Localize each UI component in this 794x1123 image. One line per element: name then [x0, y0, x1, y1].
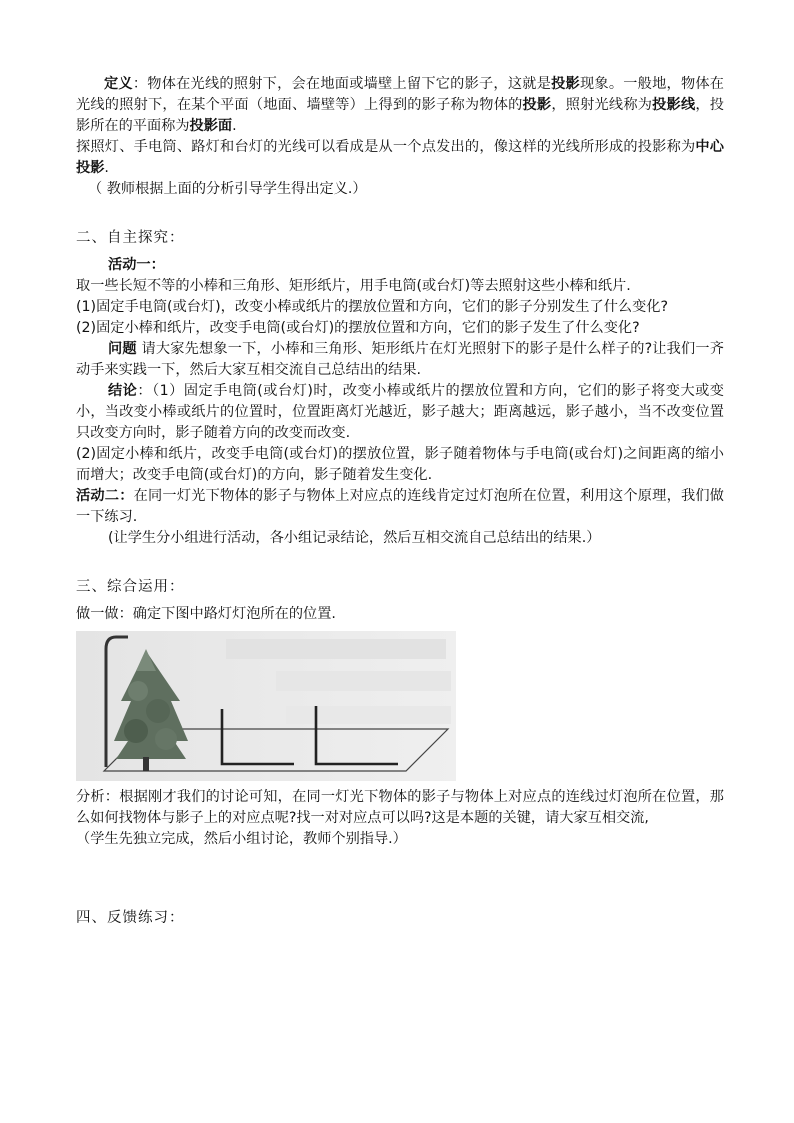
section-heading-4: 四、反馈练习：	[76, 910, 185, 926]
section-heading-3: 三、综合运用：	[76, 579, 185, 595]
question-paragraph: 问题 请大家先想象一下，小棒和三角形、矩形纸片在灯光照射下的影子是什么样子的?让我们一齐动手来实践一下，然后大家互相交流自己总结出的结果.	[76, 341, 724, 378]
activity1-label: 活动一：	[108, 257, 165, 273]
conclusion-2: (2)固定小棒和纸片，改变手电筒(或台灯)的摆放位置，影子随着物体与手电筒(或台灯)之间距离的缩小而增大；改变手电筒(或台灯)的方向，影子随着发生变化.	[76, 446, 724, 483]
activity2-paragraph: 活动二：在同一灯光下物体的影子与物体上对应点的连线肯定过灯泡所在位置，利用这个原理，我们做一下练习.	[76, 488, 724, 525]
section-heading-2: 二、自主探究：	[76, 230, 185, 246]
streetlight-illustration	[76, 631, 456, 781]
activity1-text: 取一些长短不等的小棒和三角形、矩形纸片，用手电筒(或台灯)等去照射这些小棒和纸片.	[76, 278, 631, 294]
question-1: (1)固定手电筒(或台灯)，改变小棒或纸片的摆放位置和方向，它们的影子分别发生了什么变化?	[76, 299, 669, 315]
streetlight-figure	[76, 631, 456, 781]
central-projection-paragraph: 探照灯、手电筒、路灯和台灯的光线可以看成是从一个点发出的，像这样的光线所形成的投影称为中心投影.	[76, 139, 724, 176]
definition-label: 定义	[104, 76, 133, 92]
analysis-paragraph: 分析：根据刚才我们的讨论可知，在同一灯光下物体的影子与物体上对应点的连线过灯泡所在位置，那么如何找物体与影子上的对应点呢?找一对对应点可以吗?这是本题的关键，请大家互相交流,	[76, 789, 724, 826]
task-text: 做一做：确定下图中路灯灯泡所在的位置.	[76, 606, 336, 622]
definition-paragraph: 定义：物体在光线的照射下，会在地面或墙壁上留下它的影子，这就是投影现象。一般地，物体在光线的照射下，在某个平面（地面、墙壁等）上得到的影子称为物体的投影，照射光线称为投影线，投影所在的平面称为投影面.	[76, 76, 724, 134]
conclusion-paragraph: 结论：（1）固定手电筒(或台灯)时，改变小棒或纸片的摆放位置和方向，它们的影子将变大或变小，当改变小棒或纸片的位置时，位置距离灯光越近，影子越大；距离越远，影子越小，当不改变位置只改变方向时，影子随着方向的改变而改变.	[76, 383, 724, 441]
document-page	[76, 74, 724, 935]
teacher-note-1: （ 教师根据上面的分析引导学生得出定义.）	[88, 181, 367, 197]
teacher-note-2: (让学生分小组进行活动，各小组记录结论，然后互相交流自己总结出的结果.）	[108, 530, 601, 546]
question-2: (2)固定小棒和纸片，改变手电筒(或台灯)的摆放位置和方向，它们的影子发生了什么变化?	[76, 320, 640, 336]
teacher-note-3: （学生先独立完成，然后小组讨论，教师个别指导.）	[76, 831, 407, 847]
